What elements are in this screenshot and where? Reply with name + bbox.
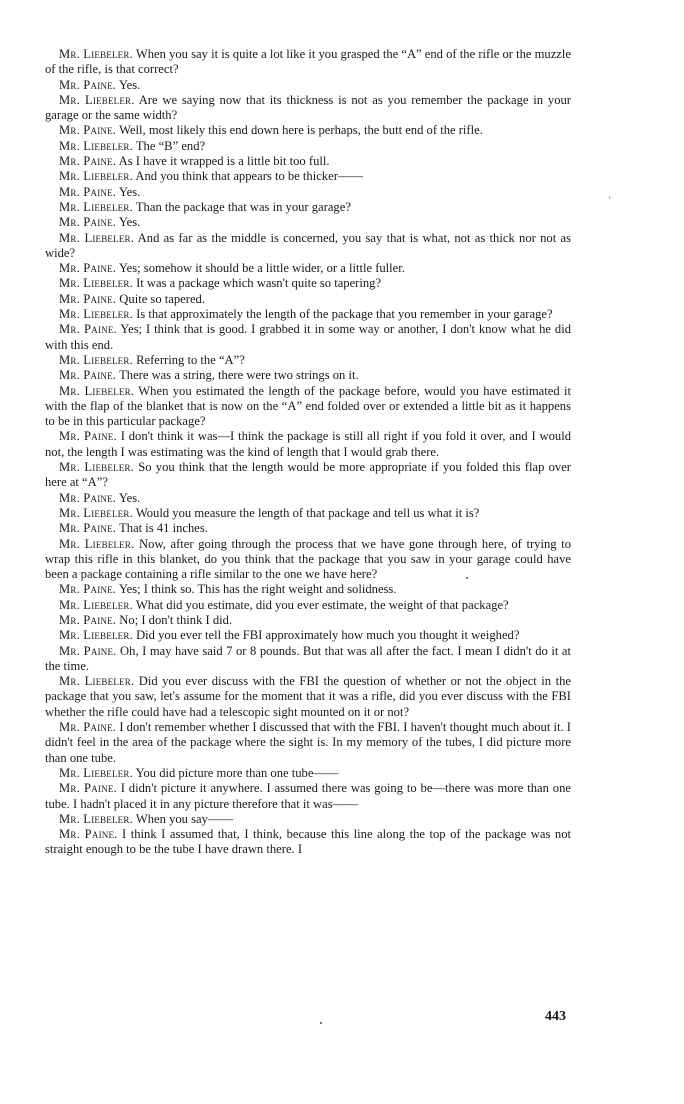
speech-text: I don't remember whether I discussed that with the FBI. I haven't thought much about it. I didn't feel in the area of the package where the sight is. In my memory of the tubes, I did picture more than one tube. [45, 720, 571, 765]
speech-text: Referring to the “A”? [132, 352, 245, 367]
speech-text: Yes. [116, 215, 141, 230]
dialogue-paragraph [45, 827, 571, 858]
speaker-name: Mr. Paine. [59, 215, 117, 230]
speech-text: And as far as the middle is concerned, you say that is what, not as thick nor not as wide? [45, 230, 571, 260]
dialogue-paragraph [45, 307, 571, 322]
speck [466, 577, 468, 579]
dialogue-paragraph [45, 598, 571, 613]
speech-text: Is that approximately the length of the package that you remember in your garage? [132, 307, 553, 322]
dialogue-paragraph [45, 231, 571, 262]
page-number: 443 [545, 1009, 566, 1024]
speaker-name: Mr. Paine. [59, 429, 117, 444]
dialogue-paragraph [45, 781, 571, 812]
dialogue-paragraph [45, 93, 571, 124]
transcript-body [45, 47, 571, 858]
speaker-name: Mr. Paine. [59, 582, 117, 597]
speech-text: Yes; I think that is good. I grabbed it in some way or another, I don't know what he did with this end. [45, 322, 571, 352]
speaker-name: Mr. Liebeler. [59, 92, 135, 107]
speaker-name: Mr. Paine. [59, 291, 117, 306]
dialogue-paragraph [45, 613, 571, 628]
speech-text: When you estimated the length of the package before, would you have estimated it with the flap of the blanket that is now on the “A” end folded over or extended a little bit as it happens to be in this particular package? [45, 383, 571, 429]
speaker-name: Mr. Paine. [59, 490, 117, 505]
speech-text: Yes. [116, 490, 141, 505]
speech-text: That is 41 inches. [116, 521, 208, 536]
speaker-name: Mr. Paine. [59, 123, 117, 138]
speaker-name: Mr. Paine. [59, 827, 118, 842]
dialogue-paragraph [45, 491, 571, 506]
speaker-name: Mr. Liebeler. [59, 138, 133, 153]
dialogue-paragraph [45, 276, 571, 291]
speaker-name: Mr. Liebeler. [59, 505, 133, 520]
speech-text: Yes; I think so. This has the right weight and solidness. [116, 582, 397, 597]
speech-text: Now, after going through the process that we have gone through here, of trying to wrap this rifle in this blanket, do you think that the package that you saw in your garage could have been a package containing a rifle similar to the one we have here? [45, 536, 571, 582]
speech-text: There was a string, there were two strings on it. [116, 368, 359, 383]
dialogue-paragraph [45, 47, 571, 78]
dialogue-paragraph [45, 812, 571, 827]
dialogue-paragraph [45, 521, 571, 536]
speech-text: Yes; somehow it should be a little wider, or a little fuller. [116, 261, 405, 276]
speech-text: Yes. [116, 77, 141, 92]
speech-text: As I have it wrapped is a little bit too full. [116, 154, 330, 169]
speech-text: When you say—— [132, 811, 234, 826]
speaker-name: Mr. Liebeler. [59, 199, 133, 214]
speech-text: Quite so tapered. [116, 291, 205, 306]
speech-text: Well, most likely this end down here is perhaps, the butt end of the rifle. [116, 123, 483, 138]
speaker-name: Mr. Paine. [59, 261, 117, 276]
margin-mark: ‘ [608, 195, 612, 206]
speaker-name: Mr. Liebeler. [59, 460, 135, 475]
speaker-name: Mr. Liebeler. [59, 47, 133, 61]
dialogue-paragraph [45, 720, 571, 766]
speaker-name: Mr. Liebeler. [59, 765, 133, 780]
speech-text: Did you ever discuss with the FBI the question of whether or not the object in the package that you saw, let's assume for the moment that it was a rifle, did you ever discuss with the FBI whether the rifle could have had a telescopic sight mounted on it or not? [45, 674, 571, 719]
dialogue-paragraph [45, 353, 571, 368]
speech-text: No; I don't think I did. [116, 612, 233, 627]
speech-text: Are we saying now that its thickness is not as you remember the package in your garage or the same width? [45, 92, 571, 123]
speaker-name: Mr. Liebeler. [59, 536, 135, 551]
dialogue-paragraph [45, 261, 571, 276]
speaker-name: Mr. Liebeler. [59, 352, 133, 367]
dialogue-paragraph [45, 537, 571, 583]
speaker-name: Mr. Liebeler. [59, 597, 133, 612]
speaker-name: Mr. Liebeler. [59, 674, 135, 689]
speaker-name: Mr. Liebeler. [59, 276, 133, 291]
speech-text: The “B” end? [132, 138, 206, 153]
dialogue-paragraph [45, 200, 571, 215]
dialogue-paragraph [45, 628, 571, 643]
dialogue-paragraph [45, 322, 571, 353]
dialogue-paragraph [45, 368, 571, 383]
dialogue-paragraph [45, 292, 571, 307]
speech-text: You did picture more than one tube—— [132, 765, 339, 780]
speech-text: I didn't picture it anywhere. I assumed there was going to be—there was more than one tube. I hadn't placed it in any picture therefore that it was—— [45, 781, 571, 811]
speaker-name: Mr. Paine. [59, 720, 117, 735]
speaker-name: Mr. Paine. [59, 643, 117, 658]
dialogue-paragraph [45, 766, 571, 781]
dialogue-paragraph [45, 506, 571, 521]
speech-text: What did you estimate, did you ever estimate, the weight of that package? [132, 597, 509, 612]
speaker-name: Mr. Paine. [59, 781, 117, 796]
speech-text: So you think that the length would be more appropriate if you folded this flap over here at “A”? [45, 460, 571, 490]
speech-text: Than the package that was in your garage? [132, 199, 351, 214]
speech-text: Did you ever tell the FBI approximately how much you thought it weighed? [132, 628, 520, 643]
speech-text: I don't think it was—I think the package is still all right if you fold it over, and I would not, the length I was estimating was the kind of length that I would grab there. [45, 429, 571, 459]
dialogue-paragraph [45, 169, 571, 184]
speaker-name: Mr. Paine. [59, 368, 117, 383]
speaker-name: Mr. Paine. [59, 154, 117, 169]
dialogue-paragraph [45, 674, 571, 720]
speech-text: I think I assumed that, I think, because this line along the top of the package was not straight enough to be the tube I have drawn there. I [45, 827, 571, 857]
speaker-name: Mr. Paine. [59, 77, 117, 92]
dialogue-paragraph [45, 384, 571, 430]
speaker-name: Mr. Liebeler. [59, 383, 135, 398]
speaker-name: Mr. Paine. [59, 612, 117, 627]
dialogue-paragraph [45, 215, 571, 230]
dialogue-paragraph [45, 185, 571, 200]
speck [320, 1022, 322, 1024]
speaker-name: Mr. Liebeler. [59, 811, 133, 826]
speaker-name: Mr. Liebeler. [59, 628, 133, 643]
dialogue-paragraph [45, 460, 571, 491]
speaker-name: Mr. Liebeler. [59, 169, 133, 184]
dialogue-paragraph [45, 429, 571, 460]
dialogue-paragraph [45, 78, 571, 93]
speaker-name: Mr. Liebeler. [59, 307, 133, 322]
speech-text: And you think that appears to be thicker—— [132, 169, 364, 184]
speech-text: Would you measure the length of that package and tell us what it is? [132, 505, 480, 520]
speech-text: It was a package which wasn't quite so tapering? [132, 276, 382, 291]
speech-text: When you say it is quite a lot like it you grasped the “A” end of the rifle or the muzzle of the rifle, is that correct? [45, 47, 571, 77]
dialogue-paragraph [45, 123, 571, 138]
dialogue-paragraph [45, 582, 571, 597]
speech-text: Yes. [116, 184, 141, 199]
speech-text: Oh, I may have said 7 or 8 pounds. But that was all after the fact. I mean I didn't do it at the time. [45, 643, 571, 673]
speaker-name: Mr. Paine. [59, 521, 117, 536]
speaker-name: Mr. Paine. [59, 322, 117, 337]
speaker-name: Mr. Paine. [59, 184, 117, 199]
dialogue-paragraph [45, 139, 571, 154]
dialogue-paragraph [45, 644, 571, 675]
dialogue-paragraph [45, 154, 571, 169]
speaker-name: Mr. Liebeler. [59, 230, 135, 245]
